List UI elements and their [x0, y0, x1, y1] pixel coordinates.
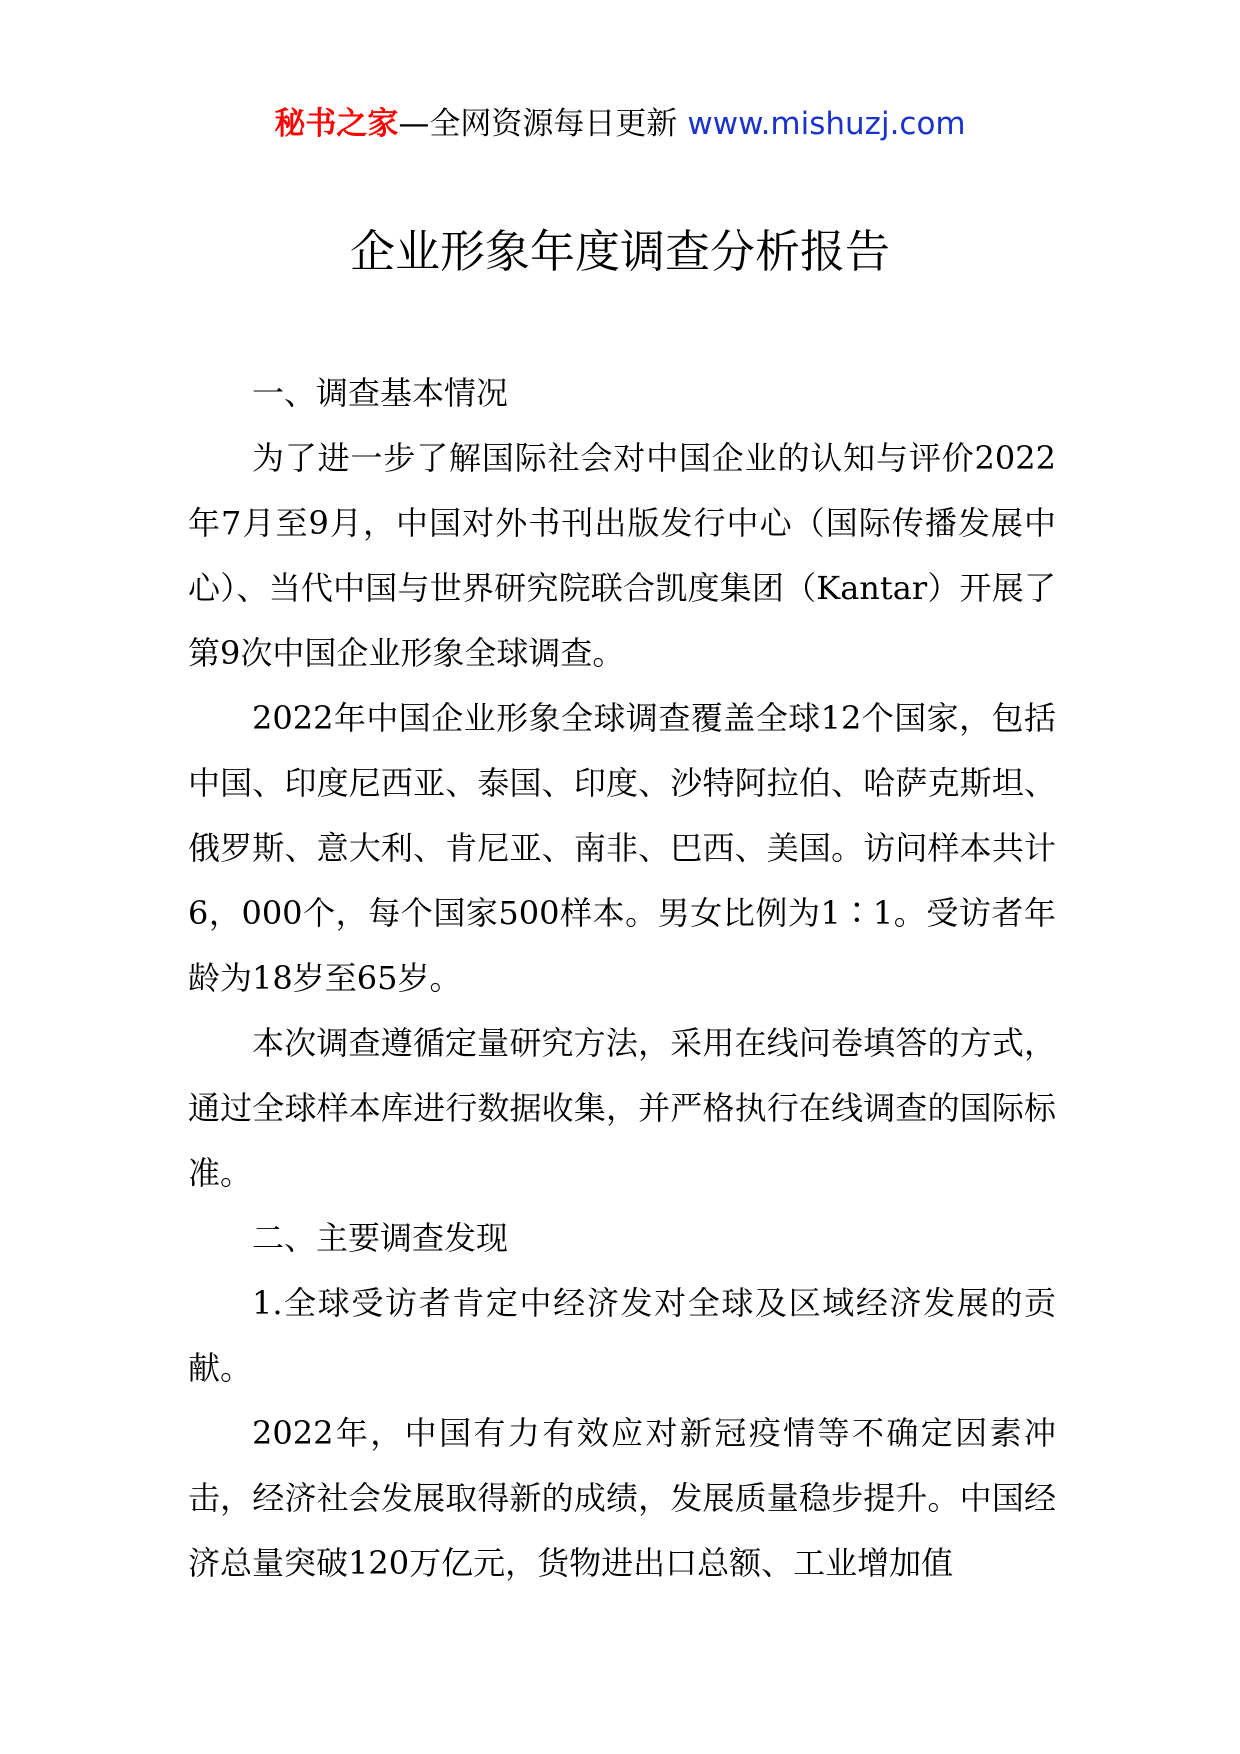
section-heading-survey-basics: 一、调查基本情况: [252, 374, 509, 412]
document-body: [188, 361, 1056, 1596]
paragraph-finding-1: 1.全球受访者肯定中经济发对全球及区域经济发展的贡献。: [188, 1284, 1056, 1387]
brand-name: 秘书之家: [274, 106, 399, 142]
section-heading-main-findings: 二、主要调查发现: [252, 1219, 509, 1257]
site-header: [0, 100, 1240, 148]
paragraph-survey-intro: 为了进一步了解国际社会对中国企业的认知与评价2022年7月至9月，中国对外书刊出版发行中心（国际传播发展中心）、当代中国与世界研究院联合凯度集团（Kantar）开展了第9次中国企业形象全球调查。: [188, 439, 1056, 672]
document-title: 企业形象年度调查分析报告: [349, 225, 890, 278]
paragraph-survey-coverage: 2022年中国企业形象全球调查覆盖全球12个国家，包括中国、印度尼西亚、泰国、印度、沙特阿拉伯、哈萨克斯坦、俄罗斯、意大利、肯尼亚、南非、巴西、美国。访问样本共计6，000个，每个国家500样本。男女比例为1∶1。受访者年龄为18岁至65岁。: [188, 699, 1056, 997]
paragraph-survey-method: 本次调查遵循定量研究方法，采用在线问卷填答的方式，通过全球样本库进行数据收集，并严格执行在线调查的国际标准。: [188, 1024, 1056, 1192]
header-slogan: —全网资源每日更新: [398, 106, 678, 142]
site-url-link[interactable]: www.mishuzj.com: [687, 106, 966, 142]
paragraph-economy-2022: 2022年，中国有力有效应对新冠疫情等不确定因素冲击，经济社会发展取得新的成绩，发展质量稳步提升。中国经济总量突破120万亿元，货物进出口总额、工业增加值: [188, 1414, 1056, 1582]
